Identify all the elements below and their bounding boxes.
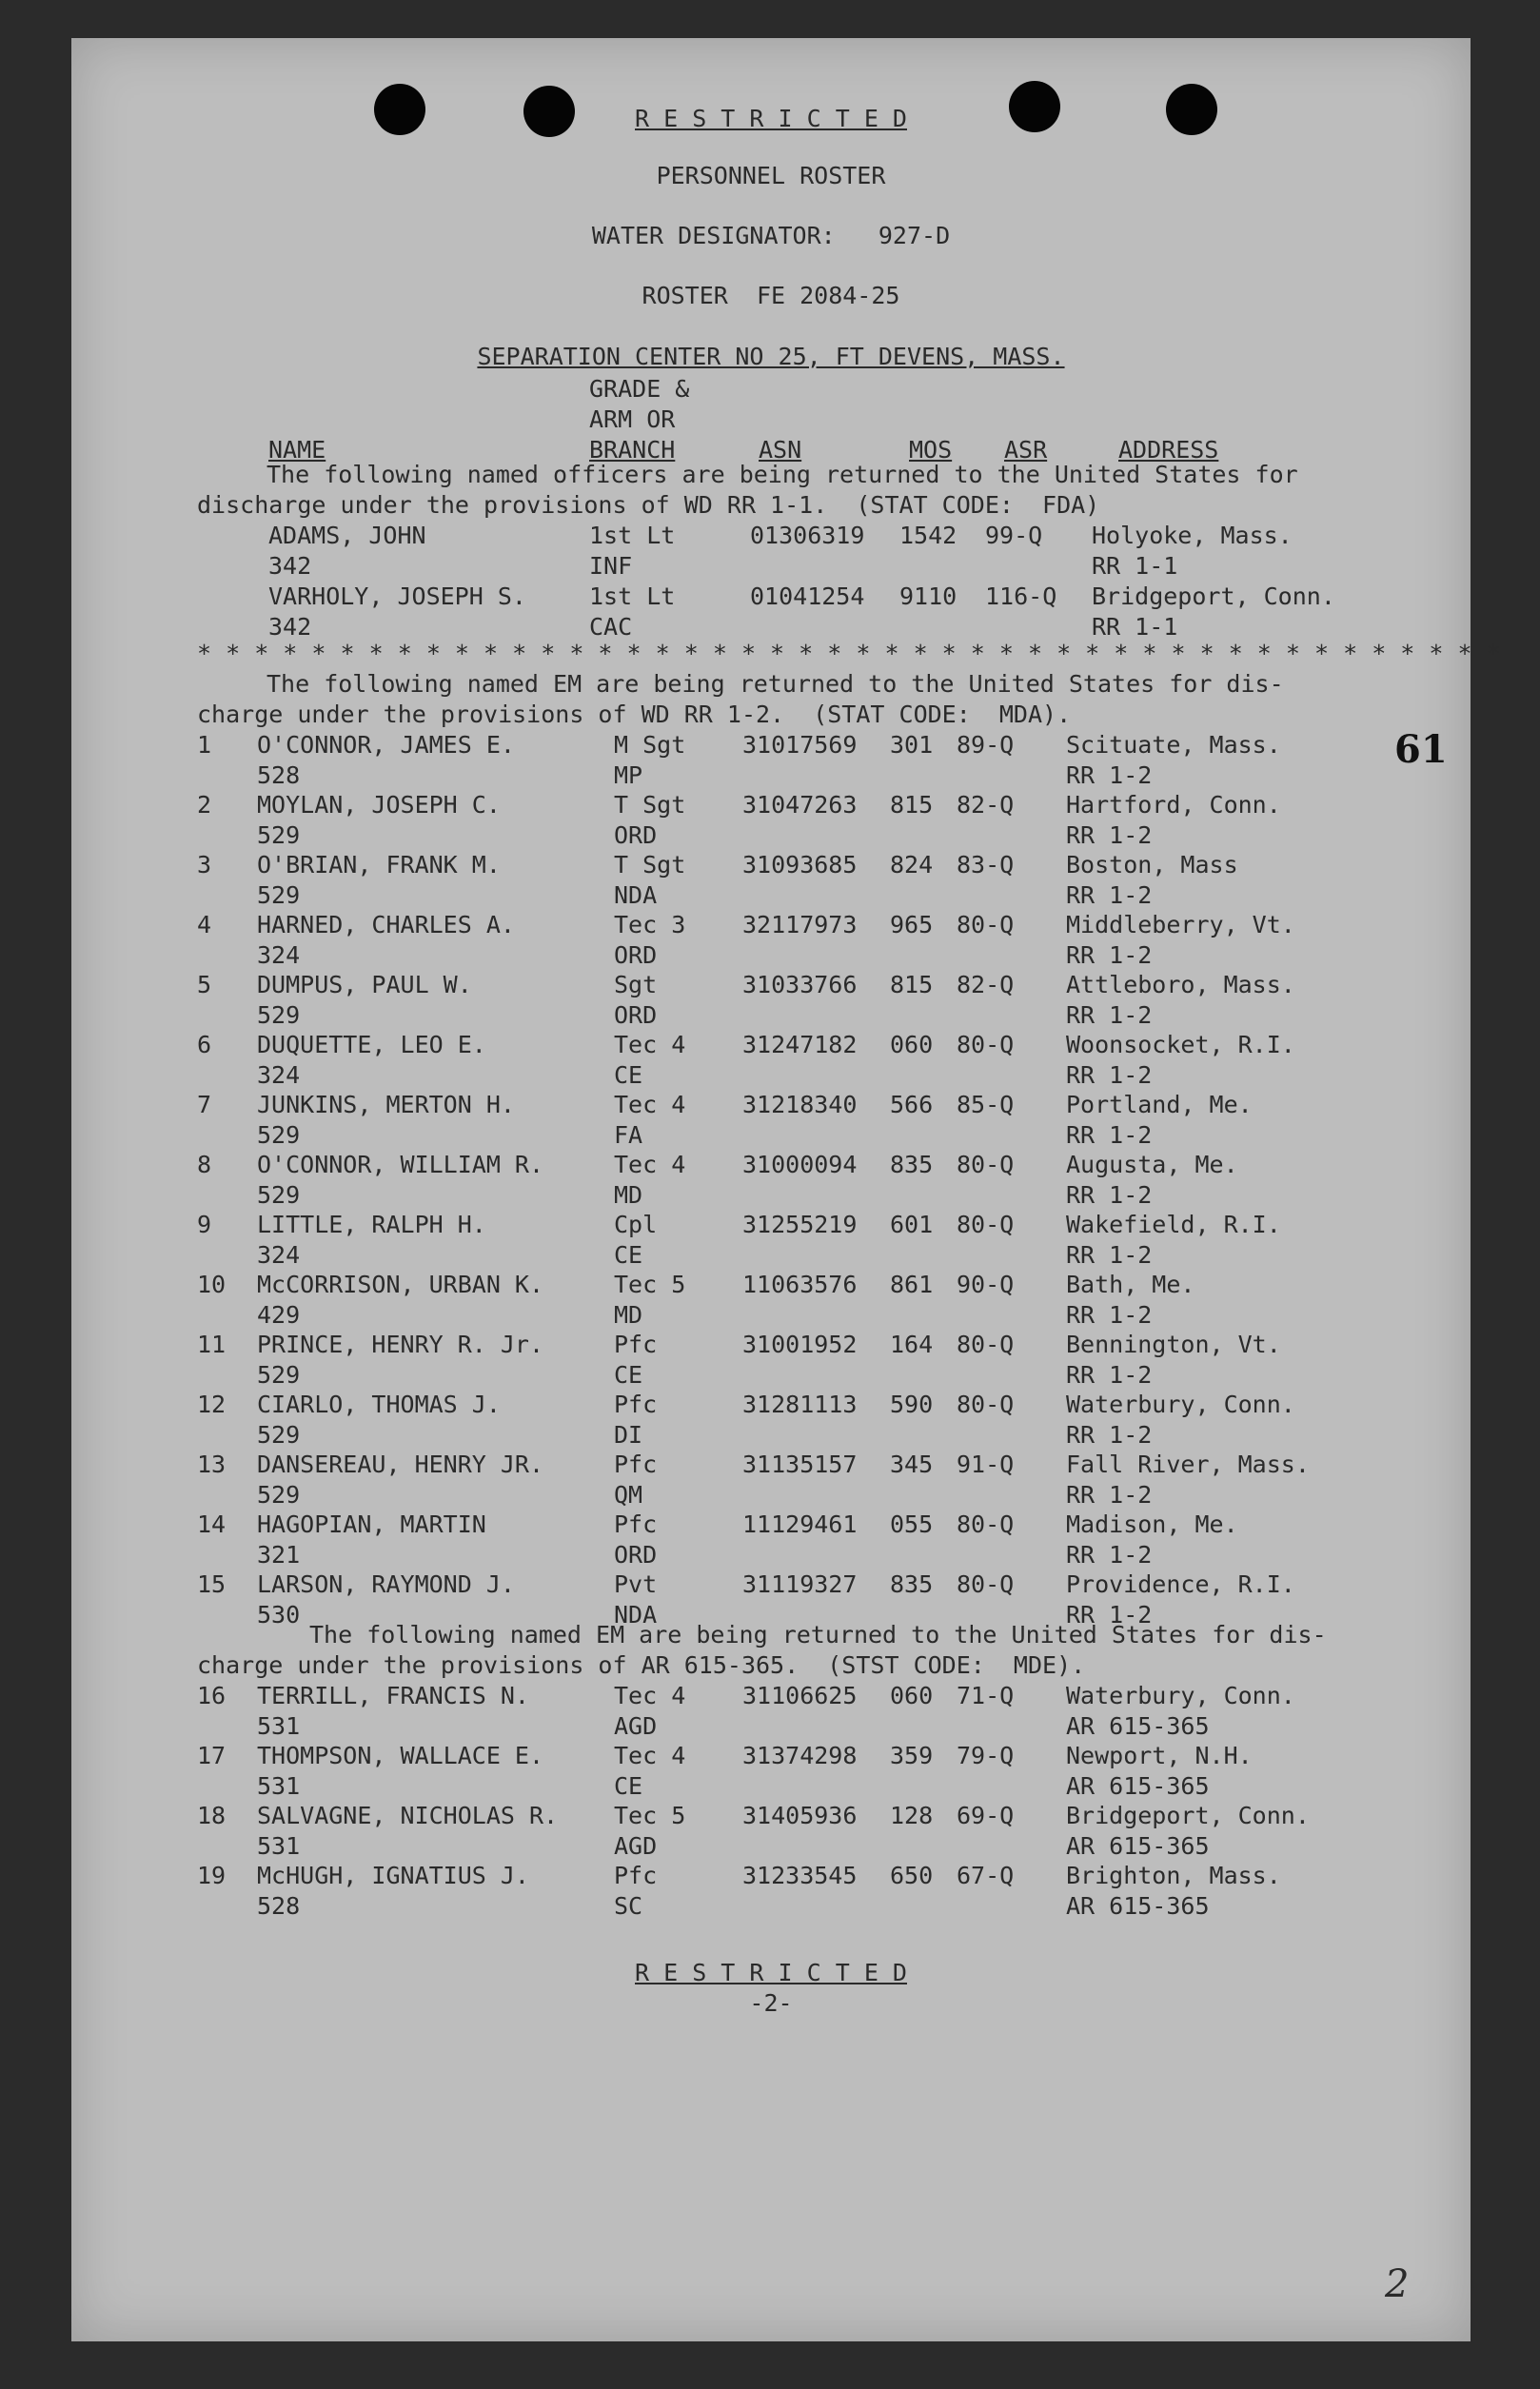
row-number: 16 — [197, 1682, 227, 1709]
member-branch: CE — [614, 1772, 643, 1800]
member-auth: RR 1-2 — [1066, 1241, 1153, 1269]
member-name: DANSEREAU, HENRY JR. — [257, 1451, 544, 1478]
member-address: Fall River, Mass. — [1066, 1451, 1310, 1478]
page-number: -2- — [749, 1989, 793, 2017]
officers-intro-line2: discharge under the provisions of WD RR 1-1. (STAT CODE: FDA) — [197, 491, 1100, 519]
officer-code: 342 — [268, 552, 312, 580]
member-address: Middleberry, Vt. — [1066, 911, 1295, 938]
member-code: 324 — [257, 1241, 301, 1269]
member-address: Augusta, Me. — [1066, 1151, 1238, 1178]
row-number: 14 — [197, 1510, 227, 1538]
member-grade: Tec 4 — [614, 1031, 686, 1058]
roster-row — [71, 1864, 1471, 1923]
member-branch: SC — [614, 1892, 643, 1920]
row-number: 12 — [197, 1391, 227, 1418]
member-name: McHUGH, IGNATIUS J. — [257, 1862, 529, 1889]
officer-grade: 1st Lt — [589, 522, 676, 549]
member-auth: RR 1-2 — [1066, 941, 1153, 969]
member-grade: Pfc — [614, 1391, 658, 1418]
member-address: Waterbury, Conn. — [1066, 1682, 1295, 1709]
member-branch: NDA — [614, 881, 658, 909]
member-mos: 301 — [890, 731, 934, 759]
member-asr: 85-Q — [957, 1091, 1015, 1118]
roster-row — [71, 1213, 1471, 1272]
member-address: Waterbury, Conn. — [1066, 1391, 1295, 1418]
member-name: McCORRISON, URBAN K. — [257, 1271, 544, 1298]
member-name: JUNKINS, MERTON H. — [257, 1091, 515, 1118]
member-mos: 164 — [890, 1331, 934, 1358]
member-auth: RR 1-2 — [1066, 1001, 1153, 1029]
member-name: CIARLO, THOMAS J. — [257, 1391, 501, 1418]
col-grade-line2: ARM OR — [589, 405, 676, 433]
row-number: 17 — [197, 1742, 227, 1769]
member-address: Attleboro, Mass. — [1066, 971, 1295, 998]
member-grade: T Sgt — [614, 851, 686, 879]
row-number: 3 — [197, 851, 212, 879]
member-asn: 31218340 — [742, 1091, 858, 1118]
member-mos: 824 — [890, 851, 934, 879]
member-auth: RR 1-2 — [1066, 821, 1153, 849]
member-branch: FA — [614, 1121, 643, 1149]
col-asn: ASN — [759, 436, 802, 464]
member-asr: 82-Q — [957, 971, 1015, 998]
member-auth: RR 1-2 — [1066, 1541, 1153, 1569]
member-code: 529 — [257, 821, 301, 849]
member-asr: 80-Q — [957, 1211, 1015, 1238]
member-branch: QM — [614, 1481, 643, 1509]
member-code: 324 — [257, 1061, 301, 1089]
member-auth: AR 615-365 — [1066, 1772, 1210, 1800]
member-name: TERRILL, FRANCIS N. — [257, 1682, 529, 1709]
member-address: Newport, N.H. — [1066, 1742, 1253, 1769]
member-mos: 060 — [890, 1682, 934, 1709]
member-branch: ORD — [614, 941, 658, 969]
member-asr: 79-Q — [957, 1742, 1015, 1769]
member-auth: AR 615-365 — [1066, 1892, 1210, 1920]
officer-row — [71, 584, 1471, 643]
member-grade: Pfc — [614, 1862, 658, 1889]
member-grade: Pfc — [614, 1451, 658, 1478]
member-asn: 31106625 — [742, 1682, 858, 1709]
member-asn: 11129461 — [742, 1510, 858, 1538]
member-address: Portland, Me. — [1066, 1091, 1253, 1118]
roster-row — [71, 1333, 1471, 1392]
col-address: ADDRESS — [1118, 436, 1219, 464]
member-auth: RR 1-2 — [1066, 1121, 1153, 1149]
member-auth: RR 1-2 — [1066, 881, 1153, 909]
member-asn: 31255219 — [742, 1211, 858, 1238]
member-asn: 31047263 — [742, 791, 858, 819]
member-auth: RR 1-2 — [1066, 1601, 1153, 1629]
member-mos: 345 — [890, 1451, 934, 1478]
member-asn: 31001952 — [742, 1331, 858, 1358]
member-mos: 359 — [890, 1742, 934, 1769]
member-code: 528 — [257, 761, 301, 789]
member-auth: RR 1-2 — [1066, 761, 1153, 789]
member-mos: 861 — [890, 1271, 934, 1298]
row-number: 6 — [197, 1031, 212, 1058]
member-name: LARSON, RAYMOND J. — [257, 1570, 515, 1598]
restricted-footer: R E S T R I C T E D — [635, 1959, 907, 1986]
member-asr: 80-Q — [957, 911, 1015, 938]
row-number: 4 — [197, 911, 212, 938]
member-name: HARNED, CHARLES A. — [257, 911, 515, 938]
roster-row — [71, 1512, 1471, 1571]
member-name: DUMPUS, PAUL W. — [257, 971, 472, 998]
member-branch: ORD — [614, 1001, 658, 1029]
member-branch: DI — [614, 1421, 643, 1449]
member-branch: AGD — [614, 1832, 658, 1860]
member-grade: Tec 4 — [614, 1682, 686, 1709]
member-asr: 80-Q — [957, 1031, 1015, 1058]
member-asn: 31281113 — [742, 1391, 858, 1418]
roster-row — [71, 913, 1471, 972]
member-code: 528 — [257, 1892, 301, 1920]
officer-name: VARHOLY, JOSEPH S. — [268, 582, 526, 610]
roster-row — [71, 1744, 1471, 1803]
member-grade: Tec 4 — [614, 1742, 686, 1769]
member-grade: Tec 5 — [614, 1802, 686, 1829]
member-grade: M Sgt — [614, 731, 686, 759]
col-name: NAME — [268, 436, 326, 464]
member-branch: MD — [614, 1301, 643, 1329]
col-branch: BRANCH — [589, 436, 676, 464]
member-name: SALVAGNE, NICHOLAS R. — [257, 1802, 559, 1829]
em1-intro-line1: The following named EM are being returned to the United States for dis- — [267, 670, 1284, 698]
member-name: O'CONNOR, WILLIAM R. — [257, 1151, 544, 1178]
member-name: DUQUETTE, LEO E. — [257, 1031, 486, 1058]
em1-intro-line2: charge under the provisions of WD RR 1-2. (STAT CODE: MDA). — [197, 701, 1072, 728]
member-code: 429 — [257, 1301, 301, 1329]
roster-row — [71, 853, 1471, 912]
member-code: 321 — [257, 1541, 301, 1569]
member-name: O'CONNOR, JAMES E. — [257, 731, 515, 759]
member-name: MOYLAN, JOSEPH C. — [257, 791, 501, 819]
officer-asr: 99-Q — [985, 522, 1043, 549]
member-auth: RR 1-2 — [1066, 1301, 1153, 1329]
member-asn: 31093685 — [742, 851, 858, 879]
member-address: Wakefield, R.I. — [1066, 1211, 1281, 1238]
separation-center: SEPARATION CENTER NO 25, FT DEVENS, MASS. — [477, 343, 1065, 370]
officer-grade: 1st Lt — [589, 582, 676, 610]
roster-row — [71, 1804, 1471, 1863]
member-branch: ORD — [614, 821, 658, 849]
officer-mos: 9110 — [899, 582, 958, 610]
member-asn: 31119327 — [742, 1570, 858, 1598]
member-name: HAGOPIAN, MARTIN — [257, 1510, 486, 1538]
member-mos: 566 — [890, 1091, 934, 1118]
member-auth: RR 1-2 — [1066, 1061, 1153, 1089]
member-name: PRINCE, HENRY R. Jr. — [257, 1331, 544, 1358]
officer-asr: 116-Q — [985, 582, 1057, 610]
officer-auth: RR 1-1 — [1092, 613, 1178, 641]
member-name: LITTLE, RALPH H. — [257, 1211, 486, 1238]
member-code: 530 — [257, 1601, 301, 1629]
member-address: Providence, R.I. — [1066, 1570, 1295, 1598]
member-grade: Pfc — [614, 1331, 658, 1358]
member-code: 529 — [257, 1181, 301, 1209]
member-branch: CE — [614, 1241, 643, 1269]
officer-asn: 01041254 — [750, 582, 865, 610]
member-code: 531 — [257, 1772, 301, 1800]
member-grade: T Sgt — [614, 791, 686, 819]
member-asr: 71-Q — [957, 1682, 1015, 1709]
officer-address: Bridgeport, Conn. — [1092, 582, 1335, 610]
roster-row — [71, 1684, 1471, 1743]
member-code: 531 — [257, 1712, 301, 1740]
row-number: 2 — [197, 791, 212, 819]
member-auth: AR 615-365 — [1066, 1712, 1210, 1740]
member-branch: MP — [614, 761, 643, 789]
row-number: 18 — [197, 1802, 227, 1829]
member-address: Bennington, Vt. — [1066, 1331, 1281, 1358]
em2-intro-line1: The following named EM are being returned to the United States for dis- — [309, 1621, 1327, 1649]
member-grade: Cpl — [614, 1211, 658, 1238]
roster-row — [71, 1153, 1471, 1212]
member-grade: Tec 4 — [614, 1091, 686, 1118]
member-mos: 835 — [890, 1151, 934, 1178]
member-code: 529 — [257, 1001, 301, 1029]
col-grade-line1: GRADE & — [589, 375, 690, 403]
member-asn: 31374298 — [742, 1742, 858, 1769]
row-number: 19 — [197, 1862, 227, 1889]
roster-row — [71, 1452, 1471, 1511]
roster-row — [71, 793, 1471, 852]
member-branch: NDA — [614, 1601, 658, 1629]
document-page — [71, 38, 1501, 2341]
officers-intro-line1: The following named officers are being returned to the United States for — [267, 461, 1298, 488]
member-address: Boston, Mass — [1066, 851, 1238, 879]
row-number: 8 — [197, 1151, 212, 1178]
member-asr: 80-Q — [957, 1510, 1015, 1538]
member-asr: 83-Q — [957, 851, 1015, 879]
member-address: Brighton, Mass. — [1066, 1862, 1281, 1889]
member-mos: 815 — [890, 791, 934, 819]
row-number: 13 — [197, 1451, 227, 1478]
member-code: 529 — [257, 881, 301, 909]
member-asn: 32117973 — [742, 911, 858, 938]
member-asr: 90-Q — [957, 1271, 1015, 1298]
roster-row — [71, 1093, 1471, 1152]
member-code: 324 — [257, 941, 301, 969]
member-grade: Pfc — [614, 1510, 658, 1538]
roster-row — [71, 973, 1471, 1032]
roster-row — [71, 727, 1471, 792]
member-auth: RR 1-2 — [1066, 1421, 1153, 1449]
member-mos: 590 — [890, 1391, 934, 1418]
member-asn: 31405936 — [742, 1802, 858, 1829]
member-asr: 89-Q — [957, 731, 1015, 759]
officer-address: Holyoke, Mass. — [1092, 522, 1293, 549]
margin-stamp-61: 61 — [1394, 727, 1448, 772]
member-asn: 31000094 — [742, 1151, 858, 1178]
member-asr: 80-Q — [957, 1391, 1015, 1418]
member-auth: AR 615-365 — [1066, 1832, 1210, 1860]
member-grade: Sgt — [614, 971, 658, 998]
member-branch: MD — [614, 1181, 643, 1209]
row-number: 1 — [197, 731, 212, 759]
roster-row — [71, 1273, 1471, 1332]
em2-intro-line2: charge under the provisions of AR 615-365. (STST CODE: MDE). — [197, 1651, 1086, 1679]
member-asr: 80-Q — [957, 1570, 1015, 1598]
member-grade: Tec 5 — [614, 1271, 686, 1298]
officer-name: ADAMS, JOHN — [268, 522, 426, 549]
officer-branch: INF — [589, 552, 633, 580]
member-asn: 31233545 — [742, 1862, 858, 1889]
member-asn: 31033766 — [742, 971, 858, 998]
member-mos: 650 — [890, 1862, 934, 1889]
member-branch: ORD — [614, 1541, 658, 1569]
member-address: Madison, Me. — [1066, 1510, 1238, 1538]
member-mos: 815 — [890, 971, 934, 998]
member-mos: 055 — [890, 1510, 934, 1538]
roster-number: ROSTER FE 2084-25 — [642, 282, 900, 309]
member-mos: 128 — [890, 1802, 934, 1829]
member-grade: Tec 3 — [614, 911, 686, 938]
member-asr: 80-Q — [957, 1151, 1015, 1178]
member-auth: RR 1-2 — [1066, 1481, 1153, 1509]
member-name: THOMPSON, WALLACE E. — [257, 1742, 544, 1769]
roster-row — [71, 1392, 1471, 1451]
officer-branch: CAC — [589, 613, 633, 641]
officer-row — [71, 523, 1471, 582]
member-address: Bath, Me. — [1066, 1271, 1195, 1298]
member-asn: 31017569 — [742, 731, 858, 759]
member-address: Scituate, Mass. — [1066, 731, 1281, 759]
col-asr: ASR — [1004, 436, 1048, 464]
member-code: 531 — [257, 1832, 301, 1860]
officer-auth: RR 1-1 — [1092, 552, 1178, 580]
row-number: 10 — [197, 1271, 227, 1298]
member-asr: 80-Q — [957, 1331, 1015, 1358]
member-code: 529 — [257, 1121, 301, 1149]
member-address: Hartford, Conn. — [1066, 791, 1281, 819]
member-mos: 835 — [890, 1570, 934, 1598]
member-asr: 69-Q — [957, 1802, 1015, 1829]
asterisk-divider: * * * * * * * * * * * * * * * * * * * * * * * * * * * * * * * * * * * * * * * * * * * * * * — [197, 640, 1501, 667]
member-mos: 965 — [890, 911, 934, 938]
member-asr: 91-Q — [957, 1451, 1015, 1478]
member-code: 529 — [257, 1361, 301, 1389]
row-number: 11 — [197, 1331, 227, 1358]
officer-code: 342 — [268, 613, 312, 641]
restricted-header: R E S T R I C T E D — [635, 105, 907, 132]
member-asr: 82-Q — [957, 791, 1015, 819]
member-code: 529 — [257, 1421, 301, 1449]
member-grade: Pvt — [614, 1570, 658, 1598]
row-number: 7 — [197, 1091, 212, 1118]
member-asr: 67-Q — [957, 1862, 1015, 1889]
member-code: 529 — [257, 1481, 301, 1509]
member-address: Woonsocket, R.I. — [1066, 1031, 1295, 1058]
roster-row — [71, 1033, 1471, 1092]
member-asn: 11063576 — [742, 1271, 858, 1298]
member-asn: 31135157 — [742, 1451, 858, 1478]
member-branch: CE — [614, 1361, 643, 1389]
officer-mos: 1542 — [899, 522, 958, 549]
member-mos: 060 — [890, 1031, 934, 1058]
row-number: 9 — [197, 1211, 212, 1238]
corner-handwritten-mark: 2 — [1385, 2262, 1410, 2306]
row-number: 15 — [197, 1570, 227, 1598]
row-number: 5 — [197, 971, 212, 998]
member-branch: CE — [614, 1061, 643, 1089]
water-designator: WATER DESIGNATOR: 927-D — [591, 222, 951, 249]
member-name: O'BRIAN, FRANK M. — [257, 851, 501, 879]
member-grade: Tec 4 — [614, 1151, 686, 1178]
member-mos: 601 — [890, 1211, 934, 1238]
col-mos: MOS — [909, 436, 953, 464]
officer-asn: 01306319 — [750, 522, 865, 549]
member-auth: RR 1-2 — [1066, 1181, 1153, 1209]
roster-title: PERSONNEL ROSTER — [656, 162, 886, 189]
member-address: Bridgeport, Conn. — [1066, 1802, 1310, 1829]
member-branch: AGD — [614, 1712, 658, 1740]
member-auth: RR 1-2 — [1066, 1361, 1153, 1389]
member-asn: 31247182 — [742, 1031, 858, 1058]
